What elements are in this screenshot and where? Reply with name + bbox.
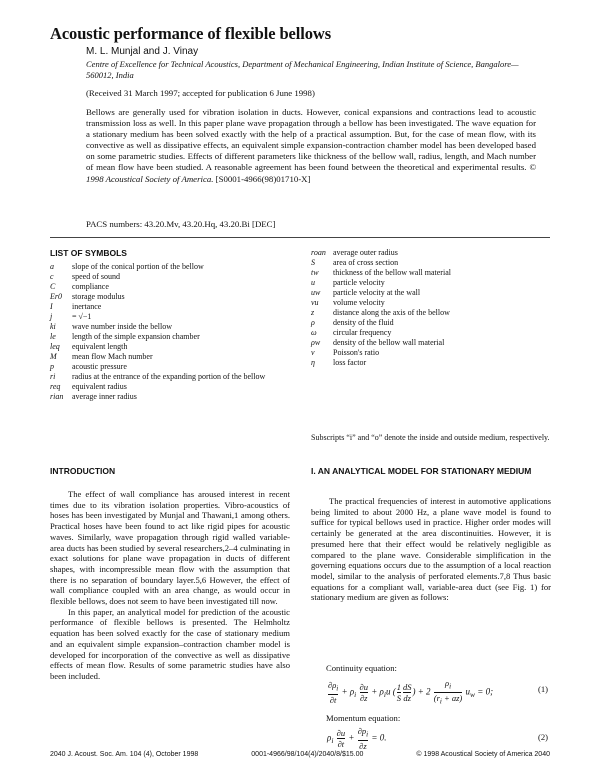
- symbol-description: inertance: [72, 302, 102, 311]
- symbol-row: [311, 348, 551, 358]
- symbol: uw: [311, 288, 321, 297]
- symbol-row: [50, 272, 295, 282]
- symbol: a: [50, 262, 54, 271]
- eq2-number: (2): [538, 732, 549, 742]
- symbol-row: [50, 332, 295, 342]
- symbol: roan: [311, 248, 326, 257]
- page-footer: [50, 751, 550, 758]
- authors: M. L. Munjal and J. Vinay: [86, 46, 199, 57]
- symbol-description: equivalent length: [72, 342, 128, 351]
- section1-paragraph-1: The practical frequencies of interest in automotive applications being limited to about 2000 Hz, a plane wave model is found to suffice for typical bellows used in practice. Higher order modes will certainly be generated at the area discontinuities. However, it is presumed here that their effect would be relatively negligible as compared to the plane wave. Considerable simplification in the governing equations occurs due to the assumption of a local reaction model, similar to the analysis of perforated elements.7,8 Thus basic equations for a compliant wall, variable-area duct (see Fig. 1) for stationary medium are given as follows:: [311, 496, 551, 603]
- paper-title: Acoustic performance of flexible bellows: [50, 24, 332, 43]
- symbol: leq: [50, 342, 60, 351]
- symbol-description: mean flow Mach number: [72, 352, 153, 361]
- symbol-row: [50, 292, 295, 302]
- continuity-equation: $\frac{\partial\rho_i}{\partial t}$ + $\rho_i$ $\frac{\partial u}{\partial z}$ + $\rho_iu$ ( $\frac{1}{S}$ $\frac{dS}{dz}$ ) + 2 $\frac{\rho_i}{(r_i + az)}$ $u_w = 0$;: [328, 678, 494, 706]
- symbol-row: [311, 358, 551, 368]
- symbols-heading: LIST OF SYMBOLS: [50, 248, 127, 258]
- symbol-description: length of the simple expansion chamber: [72, 332, 200, 341]
- symbol: req: [50, 382, 61, 391]
- symbol: tw: [311, 268, 319, 277]
- abstract: [86, 107, 536, 185]
- symbol: vu: [311, 298, 319, 307]
- symbol-description: thickness of the bellow wall material: [333, 268, 451, 277]
- symbol-row: [50, 262, 295, 272]
- momentum-label: Momentum equation:: [326, 713, 401, 723]
- symbol-description: acoustic pressure: [72, 362, 127, 371]
- symbol-description: volume velocity: [333, 298, 385, 307]
- symbol: ρ: [311, 318, 315, 327]
- abstract-copyright: © 1998 Acoustical Society of America.: [86, 162, 536, 184]
- abstract-doi: [S0001-4966(98)01710-X]: [215, 173, 311, 184]
- footer-middle: 0001-4966/98/104(4)/2040/8/$15.00: [251, 751, 364, 758]
- symbol-row: [311, 258, 551, 268]
- symbol: η: [311, 358, 315, 367]
- symbol-description: loss factor: [333, 358, 367, 367]
- symbol-description: compliance: [72, 282, 109, 291]
- symbol-row: [311, 278, 551, 288]
- header-divider: [50, 237, 550, 238]
- symbol-description: radius at the entrance of the expanding portion of the bellow: [72, 372, 266, 381]
- symbol: ki: [50, 322, 56, 331]
- symbol: c: [50, 272, 54, 281]
- symbol: I: [50, 302, 53, 311]
- affiliation: Centre of Excellence for Technical Acoustics, Department of Mechanical Engineering, Indian Institute of Science, Bangalore—560012, India: [86, 59, 519, 80]
- symbol-description: average inner radius: [72, 392, 137, 401]
- symbol-description: average outer radius: [333, 248, 398, 257]
- symbol: S: [311, 258, 315, 267]
- symbol: ν: [311, 348, 315, 357]
- symbol: j: [50, 312, 53, 321]
- symbol-row: [311, 338, 551, 348]
- subscripts-note: Subscripts “i” and “o” denote the inside and outside medium, respectively.: [311, 433, 550, 442]
- symbol-description: circular frequency: [333, 328, 392, 337]
- intro-paragraph-1: The effect of wall compliance has aroused interest in recent times due to its vibration isolation properties. Vibro-acoustics of hoses has been investigated by Munjal and Thawani,1 among others. Practical hoses have been found to act like rigid pipes for acoustic waves. Similarly, wave propagation through rigid walled variable-area ducts has been studied by several researchers,2–4 culminating in exact solutions for plane wave propagation in ducts of different shapes, with incompressible mean flow with the assumption that there is no separation of boundary layer.5,6 However, the effect of wall compliance coupled with an area change, as would occur in flexible bellows, does not seem to have been investigated till now.: [50, 489, 290, 607]
- symbol-row: [50, 302, 295, 312]
- symbol-description: Poisson's ratio: [333, 348, 380, 357]
- symbol-description: = √−1: [72, 312, 92, 321]
- symbol-description: speed of sound: [72, 272, 120, 281]
- eq1-number: (1): [538, 684, 549, 694]
- introduction-heading: INTRODUCTION: [50, 466, 116, 476]
- symbol-description: particle velocity at the wall: [333, 288, 421, 297]
- symbol: le: [50, 332, 56, 341]
- symbol: ri: [50, 372, 56, 381]
- symbol-row: [50, 322, 295, 332]
- symbol: z: [311, 308, 315, 317]
- symbol-description: storage modulus: [72, 292, 125, 301]
- symbol-row: [50, 312, 295, 322]
- pacs-numbers: PACS numbers: 43.20.Mv, 43.20.Hq, 43.20.Bi [DEC]: [86, 219, 276, 229]
- section1-body: [311, 496, 551, 603]
- symbol-row: [311, 288, 551, 298]
- momentum-equation: $\rho_i$ $\frac{\partial u}{\partial t}$ + $\frac{\partial p_i}{\partial z}$ = 0.: [327, 726, 387, 751]
- symbol-description: particle velocity: [333, 278, 385, 287]
- symbol: ω: [311, 328, 317, 337]
- intro-paragraph-2: In this paper, an analytical model for prediction of the acoustic performance of flexible bellows is presented. The Helmholtz equation has been solved exactly for the case of stationary medium and an equivalent simple expansion–contraction chamber model is developed for incorporation of the convective as well as dissipative effects of mean flow. Results of some parametric studies have also been included.: [50, 606, 290, 681]
- footer-right: © 1998 Acoustical Society of America 2040: [416, 751, 550, 758]
- symbol-row: [311, 298, 551, 308]
- symbols-right-column: [311, 248, 551, 368]
- symbol-row: [50, 342, 295, 352]
- symbol-row: [50, 282, 295, 292]
- footer-left: 2040 J. Acoust. Soc. Am. 104 (4), October 1998: [50, 751, 199, 758]
- symbol-description: density of the fluid: [333, 318, 394, 327]
- symbol-row: [311, 308, 551, 318]
- symbol-description: equivalent radius: [72, 382, 127, 391]
- continuity-label: Continuity equation:: [326, 663, 397, 673]
- symbol-row: [311, 248, 551, 258]
- symbol: p: [50, 362, 54, 371]
- received-date: (Received 31 March 1997; accepted for publication 6 June 1998): [86, 88, 315, 98]
- symbol-description: slope of the conical portion of the bellow: [72, 262, 204, 271]
- abstract-text: Bellows are generally used for vibration isolation in ducts. However, conical expansions and contractions lead to acoustic transmission loss as well. In this paper plane wave propagation through a bellow has been investigated. The wave equation for a stationary medium has been solved exactly with the help of a practical assumption. But, for the case of mean flow, with its convective as well as dissipative effects, an equivalent simple expansion-contraction chamber model has been developed based on some parametric studies. Effects of different parameters like thickness of the bellow wall, radius, length, and Mach number of mean flow have been studied. A reasonable agreement has been found between the theoretical and experimental results.: [86, 107, 536, 173]
- symbol: rian: [50, 392, 64, 401]
- symbol-description: wave number inside the bellow: [72, 322, 172, 331]
- symbol: Er0: [50, 292, 62, 301]
- symbol-description: density of the bellow wall material: [333, 338, 445, 347]
- symbol-row: [311, 268, 551, 278]
- symbol: ρw: [311, 338, 321, 347]
- symbol-row: [50, 362, 295, 372]
- symbols-left-column: [50, 262, 295, 402]
- symbol-row: [311, 318, 551, 328]
- symbol-row: [50, 392, 295, 402]
- symbol-row: [311, 328, 551, 338]
- symbol: M: [50, 352, 57, 361]
- symbol-description: distance along the axis of the bellow: [333, 308, 450, 317]
- section1-heading: I. AN ANALYTICAL MODEL FOR STATIONARY MEDIUM: [311, 466, 532, 476]
- symbol-row: [50, 372, 295, 382]
- symbol: C: [50, 282, 56, 291]
- symbol-row: [50, 382, 295, 392]
- introduction-body: [50, 489, 290, 682]
- symbol: u: [311, 278, 315, 287]
- symbol-row: [50, 352, 295, 362]
- symbol-description: area of cross section: [333, 258, 399, 267]
